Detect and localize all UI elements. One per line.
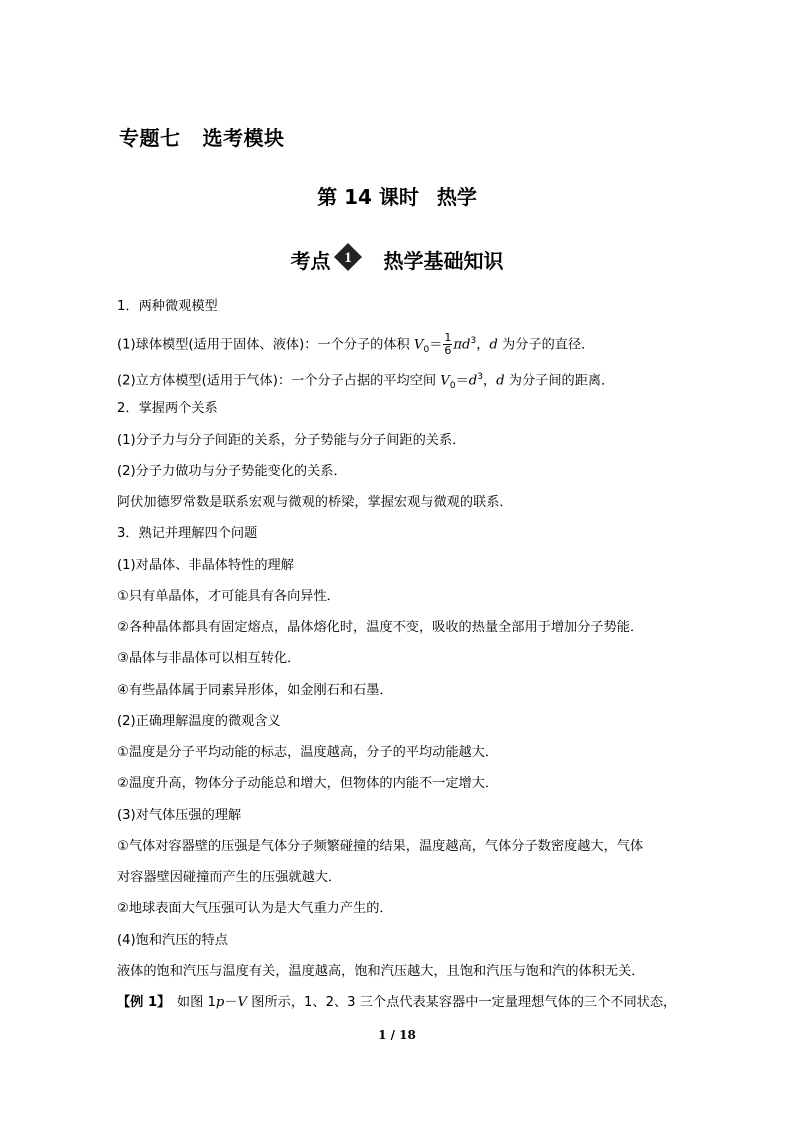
fraction: $\frac{1}{6}$	[444, 331, 452, 357]
example-tag: 【例 1】	[117, 995, 164, 1010]
cube-model-line: (2)立方体模型(适用于气体)：一个分子占据的平均空间 $V_0=d^3$，d 为分子间的距离．	[117, 372, 615, 392]
paragraph-line: ③晶体与非晶体可以相互转化．	[117, 651, 301, 666]
paragraph-line: ②地球表面大气压强可认为是大气重力产生的．	[117, 901, 393, 916]
chapter-number: 专题七	[119, 126, 181, 150]
paragraph-line: ②各种晶体都具有固定熔点，晶体熔化时，温度不变，吸收的热量全部用于增加分子势能．	[117, 620, 644, 635]
paragraph-line: ②温度升高，物体分子动能总和增大，但物体的内能不一定增大．	[117, 776, 499, 791]
sphere-model-line: (1)球体模型(适用于固体、液体)：一个分子的体积 $V_0=$ $\frac{1}{6}$ $\pi d^3$，d 为分子的直径．	[117, 331, 595, 357]
section-topic: 热学基础知识	[383, 249, 504, 273]
lesson-number: 第 14 课时	[317, 185, 419, 209]
paragraph-line: 液体的饱和汽压与温度有关，温度越高，饱和汽压越大，且饱和汽压与饱和汽的体积无关．	[117, 964, 645, 979]
chapter-heading	[119, 122, 285, 151]
section-heading	[0, 242, 794, 274]
lesson-title: 热学	[436, 185, 477, 209]
paragraph-line: 对容器壁因碰撞而产生的压强就越大．	[117, 870, 342, 885]
heading-two-relations: 2．掌握两个关系	[117, 401, 218, 416]
example-line: 【例 1】 如图 1p－V 图所示，1、2、3 三个点代表某容器中一定量理想气体的三个不同状态，	[117, 995, 677, 1010]
section-label: 考点	[290, 249, 331, 273]
page-number: 1 / 18	[378, 1028, 416, 1042]
paragraph-line: (3)对气体压强的理解	[117, 808, 242, 823]
heading-two-models: 1．两种微观模型	[117, 299, 218, 314]
badge-number: 1	[343, 250, 352, 266]
lesson-heading	[0, 181, 794, 210]
paragraph-line: (4)饱和汽压的特点	[117, 933, 228, 948]
paragraph-line: ①气体对容器壁的压强是气体分子频繁碰撞的结果，温度越高，气体分子数密度越大，气体	[117, 839, 644, 854]
paragraph-line: (1)对晶体、非晶体特性的理解	[117, 558, 294, 573]
heading-four-problems: 3．熟记并理解四个问题	[117, 526, 258, 541]
number-badge-icon	[333, 242, 363, 272]
paragraph-line: ①温度是分子平均动能的标志，温度越高，分子的平均动能越大．	[117, 745, 499, 760]
chapter-title: 选考模块	[202, 126, 285, 150]
paragraph-line: ④有些晶体属于同素异形体，如金刚石和石墨．	[117, 683, 393, 698]
paragraph-line: ①只有单晶体，才可能具有各向异性．	[117, 589, 340, 604]
paragraph-line: (2)分子力做功与分子势能变化的关系．	[117, 464, 347, 479]
paragraph-line: (2)正确理解温度的微观含义	[117, 714, 281, 729]
paragraph-line: (1)分子力与分子间距的关系，分子势能与分子间距的关系．	[117, 433, 466, 448]
paragraph-line: 阿伏加德罗常数是联系宏观与微观的桥梁，掌握宏观与微观的联系．	[117, 495, 513, 510]
